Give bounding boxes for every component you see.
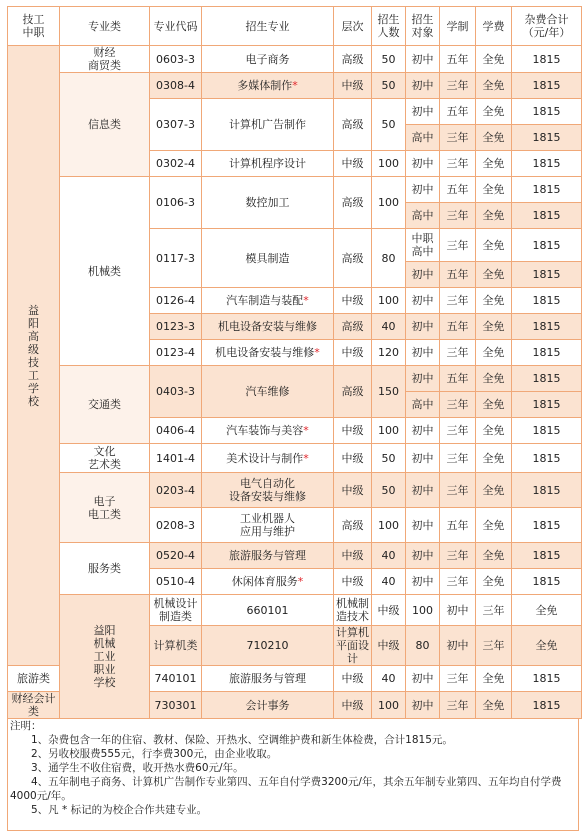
major-cell: 计算机平面设计 (334, 626, 372, 666)
major-cell: 电子商务 (202, 46, 334, 73)
num-cell: 100 (406, 595, 440, 626)
header-enrollment: 招生 人数 (372, 7, 406, 46)
school-name: 益 阳 高 级 技 工 学 校 (8, 46, 60, 666)
misc-cell: 1815 (512, 151, 582, 177)
target-cell: 初中 (406, 288, 440, 314)
level-cell: 中级 (334, 543, 372, 569)
school-name: 益阳 机械 工业 职业 学校 (60, 595, 150, 719)
code-cell: 660101 (202, 595, 334, 626)
target-cell: 初中 (406, 73, 440, 99)
num-cell: 80 (406, 626, 440, 666)
fee-cell: 全免 (476, 203, 512, 229)
code-cell: 0307-3 (150, 99, 202, 151)
code-cell: 0603-3 (150, 46, 202, 73)
level-cell: 中级 (334, 444, 372, 473)
fee-cell: 全免 (476, 340, 512, 366)
target-cell: 初中 (406, 366, 440, 392)
num-cell: 100 (372, 692, 406, 719)
num-cell: 40 (372, 543, 406, 569)
num-cell: 100 (372, 288, 406, 314)
enrollment-table-container (7, 6, 581, 831)
category-cell: 交通类 (60, 366, 150, 444)
target-cell: 初中 (406, 418, 440, 444)
table-header-row (8, 7, 582, 46)
table-row (8, 444, 582, 473)
target-cell: 初中 (406, 473, 440, 508)
num-cell: 100 (372, 418, 406, 444)
major-cell: 计算机程序设计 (202, 151, 334, 177)
years-cell: 三年 (440, 340, 476, 366)
misc-cell: 1815 (512, 543, 582, 569)
header-school-type: 技工 中职 (8, 7, 60, 46)
header-target: 招生 对象 (406, 7, 440, 46)
misc-cell: 1815 (512, 473, 582, 508)
major-cell: 模具制造 (202, 229, 334, 288)
years-cell: 三年 (440, 569, 476, 595)
category-cell: 信息类 (60, 73, 150, 177)
misc-cell: 1815 (512, 444, 582, 473)
note-item: 2、另收校服费555元，行李费300元，由企业收取。 (10, 748, 278, 760)
major-cell: 休闲体育服务* (202, 569, 334, 595)
target-cell: 高中 (406, 203, 440, 229)
code-cell: 0106-3 (150, 177, 202, 229)
years-cell: 三年 (440, 444, 476, 473)
years-cell: 三年 (440, 418, 476, 444)
fee-cell: 全免 (476, 666, 512, 692)
category-cell: 财经 商贸类 (60, 46, 150, 73)
level-cell: 中级 (334, 418, 372, 444)
misc-cell: 1815 (512, 314, 582, 340)
major-cell: 美术设计与制作* (202, 444, 334, 473)
years-cell: 三年 (440, 229, 476, 262)
num-cell: 120 (372, 340, 406, 366)
fee-cell: 全免 (476, 125, 512, 151)
level-cell: 高级 (334, 314, 372, 340)
code-cell: 0203-4 (150, 473, 202, 508)
category-cell: 机械设计 制造类 (150, 595, 202, 626)
num-cell: 40 (372, 569, 406, 595)
major-cell: 机械制造技术 (334, 595, 372, 626)
fee-cell: 全免 (476, 288, 512, 314)
category-cell: 机械类 (60, 177, 150, 366)
fee-cell: 全免 (476, 366, 512, 392)
major-cell: 会计事务 (202, 692, 334, 719)
fee-cell: 全免 (476, 444, 512, 473)
code-cell: 730301 (150, 692, 202, 719)
table-row (8, 473, 582, 508)
years-cell: 五年 (440, 262, 476, 288)
misc-cell: 1815 (512, 569, 582, 595)
misc-cell: 1815 (512, 262, 582, 288)
fee-cell: 全免 (476, 151, 512, 177)
major-cell: 旅游服务与管理 (202, 666, 334, 692)
major-cell: 工业机器人 应用与维护 (202, 508, 334, 543)
code-cell: 710210 (202, 626, 334, 666)
target-cell: 初中 (406, 692, 440, 719)
target-cell: 初中 (406, 543, 440, 569)
num-cell: 50 (372, 99, 406, 151)
category-cell: 文化 艺术类 (60, 444, 150, 473)
num-cell: 100 (372, 508, 406, 543)
level-cell: 中级 (334, 151, 372, 177)
target-cell: 初中 (406, 666, 440, 692)
years-cell: 三年 (440, 666, 476, 692)
years-cell: 三年 (440, 543, 476, 569)
num-cell: 50 (372, 444, 406, 473)
table-row (8, 543, 582, 569)
header-category: 专业类 (60, 7, 150, 46)
misc-cell: 1815 (512, 366, 582, 392)
code-cell: 0520-4 (150, 543, 202, 569)
note-item: 3、通学生不收住宿费，收开热水费60元/年。 (10, 762, 244, 774)
misc-cell: 1815 (512, 73, 582, 99)
misc-cell: 1815 (512, 666, 582, 692)
level-cell: 中级 (334, 666, 372, 692)
code-cell: 0510-4 (150, 569, 202, 595)
code-cell: 0117-3 (150, 229, 202, 288)
code-cell: 0403-3 (150, 366, 202, 418)
misc-cell: 1815 (512, 392, 582, 418)
years-cell: 五年 (440, 508, 476, 543)
target-cell: 初中 (406, 46, 440, 73)
major-cell: 多媒体制作* (202, 73, 334, 99)
star-mark: * (314, 346, 320, 359)
target-cell: 初中 (406, 569, 440, 595)
level-cell: 中级 (372, 595, 406, 626)
major-cell: 电气自动化 设备安装与维修 (202, 473, 334, 508)
code-cell: 0123-4 (150, 340, 202, 366)
fee-cell: 全免 (512, 595, 582, 626)
level-cell: 高级 (334, 177, 372, 229)
num-cell: 40 (372, 666, 406, 692)
star-mark: * (303, 451, 309, 465)
code-cell: 740101 (150, 666, 202, 692)
level-cell: 中级 (334, 288, 372, 314)
years-cell: 三年 (440, 73, 476, 99)
target-cell: 初中 (406, 99, 440, 125)
table-row (8, 366, 582, 392)
target-cell: 中职 高中 (406, 229, 440, 262)
header-code: 专业代码 (150, 7, 202, 46)
num-cell: 50 (372, 46, 406, 73)
years-cell: 五年 (440, 99, 476, 125)
target-cell: 初中 (406, 262, 440, 288)
note-item: 4、五年制电子商务、计算机广告制作专业第四、五年自付学费3200元/年，其余五年制专业第四、五年均自付学费4000元/年。 (10, 776, 562, 802)
years-cell: 三年 (440, 692, 476, 719)
code-cell: 0406-4 (150, 418, 202, 444)
level-cell: 中级 (334, 473, 372, 508)
fee-cell: 全免 (476, 314, 512, 340)
category-cell: 电子 电工类 (60, 473, 150, 543)
level-cell: 高级 (334, 366, 372, 418)
fee-cell: 全免 (476, 692, 512, 719)
misc-cell: 1815 (512, 125, 582, 151)
code-cell: 0126-4 (150, 288, 202, 314)
target-cell: 高中 (406, 125, 440, 151)
fee-cell: 全免 (476, 99, 512, 125)
target-cell: 初中 (406, 340, 440, 366)
level-cell: 高级 (334, 46, 372, 73)
star-mark: * (303, 424, 309, 437)
misc-cell: 1815 (512, 46, 582, 73)
fee-cell: 全免 (476, 262, 512, 288)
fee-cell: 全免 (476, 508, 512, 543)
table-row (8, 73, 582, 99)
major-cell: 汽车制造与装配* (202, 288, 334, 314)
code-cell: 0302-4 (150, 151, 202, 177)
years-cell: 五年 (440, 46, 476, 73)
target-cell: 高中 (406, 392, 440, 418)
years-cell: 三年 (476, 595, 512, 626)
target-cell: 初中 (406, 508, 440, 543)
level-cell: 中级 (372, 626, 406, 666)
star-mark: * (297, 575, 304, 588)
misc-cell: 1815 (512, 418, 582, 444)
misc-cell: 1815 (512, 692, 582, 719)
target-cell: 初中 (440, 626, 476, 666)
table-row (8, 46, 582, 73)
level-cell: 高级 (334, 229, 372, 288)
misc-cell: 1815 (512, 288, 582, 314)
code-cell: 0308-4 (150, 73, 202, 99)
notes-section (7, 719, 579, 831)
years-cell: 五年 (440, 177, 476, 203)
code-cell: 0123-3 (150, 314, 202, 340)
years-cell: 三年 (440, 392, 476, 418)
fee-cell: 全免 (476, 543, 512, 569)
level-cell: 中级 (334, 692, 372, 719)
num-cell: 50 (372, 73, 406, 99)
misc-cell: 1815 (512, 508, 582, 543)
years-cell: 三年 (440, 288, 476, 314)
major-cell: 机电设备安装与维修* (202, 340, 334, 366)
category-cell: 旅游类 (8, 666, 60, 692)
header-misc-fee: 杂费合计 （元/年） (512, 7, 582, 46)
note-item: 5、凡 * 标记的为校企合作共建专业。 (10, 804, 208, 816)
target-cell: 初中 (406, 151, 440, 177)
category-cell: 计算机类 (150, 626, 202, 666)
level-cell: 中级 (334, 340, 372, 366)
num-cell: 150 (372, 366, 406, 418)
star-mark: * (292, 79, 298, 92)
fee-cell: 全免 (476, 73, 512, 99)
misc-cell: 1815 (512, 99, 582, 125)
target-cell: 初中 (406, 444, 440, 473)
fee-cell: 全免 (476, 177, 512, 203)
major-cell: 机电设备安装与维修 (202, 314, 334, 340)
category-cell: 财经会计类 (8, 692, 60, 719)
level-cell: 高级 (334, 99, 372, 151)
target-cell: 初中 (406, 177, 440, 203)
note-item: 1、杂费包含一年的住宿、教材、保险、开热水、空调维护费和新生体检费，合计1815元。 (10, 734, 453, 746)
enrollment-table (7, 6, 582, 719)
num-cell: 100 (372, 177, 406, 229)
level-cell: 中级 (334, 73, 372, 99)
years-cell: 五年 (440, 314, 476, 340)
fee-cell: 全免 (476, 569, 512, 595)
misc-cell: 1815 (512, 203, 582, 229)
major-cell: 计算机广告制作 (202, 99, 334, 151)
fee-cell: 全免 (476, 46, 512, 73)
level-cell: 高级 (334, 508, 372, 543)
major-cell: 数控加工 (202, 177, 334, 229)
fee-cell: 全免 (512, 626, 582, 666)
num-cell: 100 (372, 151, 406, 177)
table-row (8, 595, 582, 626)
years-cell: 五年 (440, 366, 476, 392)
major-cell: 旅游服务与管理 (202, 543, 334, 569)
header-level: 层次 (334, 7, 372, 46)
misc-cell: 1815 (512, 340, 582, 366)
num-cell: 80 (372, 229, 406, 288)
num-cell: 40 (372, 314, 406, 340)
fee-cell: 全免 (476, 473, 512, 508)
years-cell: 三年 (440, 473, 476, 508)
num-cell: 50 (372, 473, 406, 508)
level-cell: 中级 (334, 569, 372, 595)
misc-cell: 1815 (512, 229, 582, 262)
header-years: 学制 (440, 7, 476, 46)
years-cell: 三年 (440, 125, 476, 151)
table-row (8, 177, 582, 203)
fee-cell: 全免 (476, 392, 512, 418)
years-cell: 三年 (476, 626, 512, 666)
header-major: 招生专业 (202, 7, 334, 46)
major-cell: 汽车装饰与美容* (202, 418, 334, 444)
header-tuition: 学费 (476, 7, 512, 46)
target-cell: 初中 (440, 595, 476, 626)
star-mark: * (303, 294, 309, 307)
fee-cell: 全免 (476, 229, 512, 262)
years-cell: 三年 (440, 151, 476, 177)
code-cell: 1401-4 (150, 444, 202, 473)
misc-cell: 1815 (512, 177, 582, 203)
category-cell: 服务类 (60, 543, 150, 595)
years-cell: 三年 (440, 203, 476, 229)
target-cell: 初中 (406, 314, 440, 340)
fee-cell: 全免 (476, 418, 512, 444)
major-cell: 汽车维修 (202, 366, 334, 418)
code-cell: 0208-3 (150, 508, 202, 543)
notes-title: 注明： (10, 720, 42, 732)
